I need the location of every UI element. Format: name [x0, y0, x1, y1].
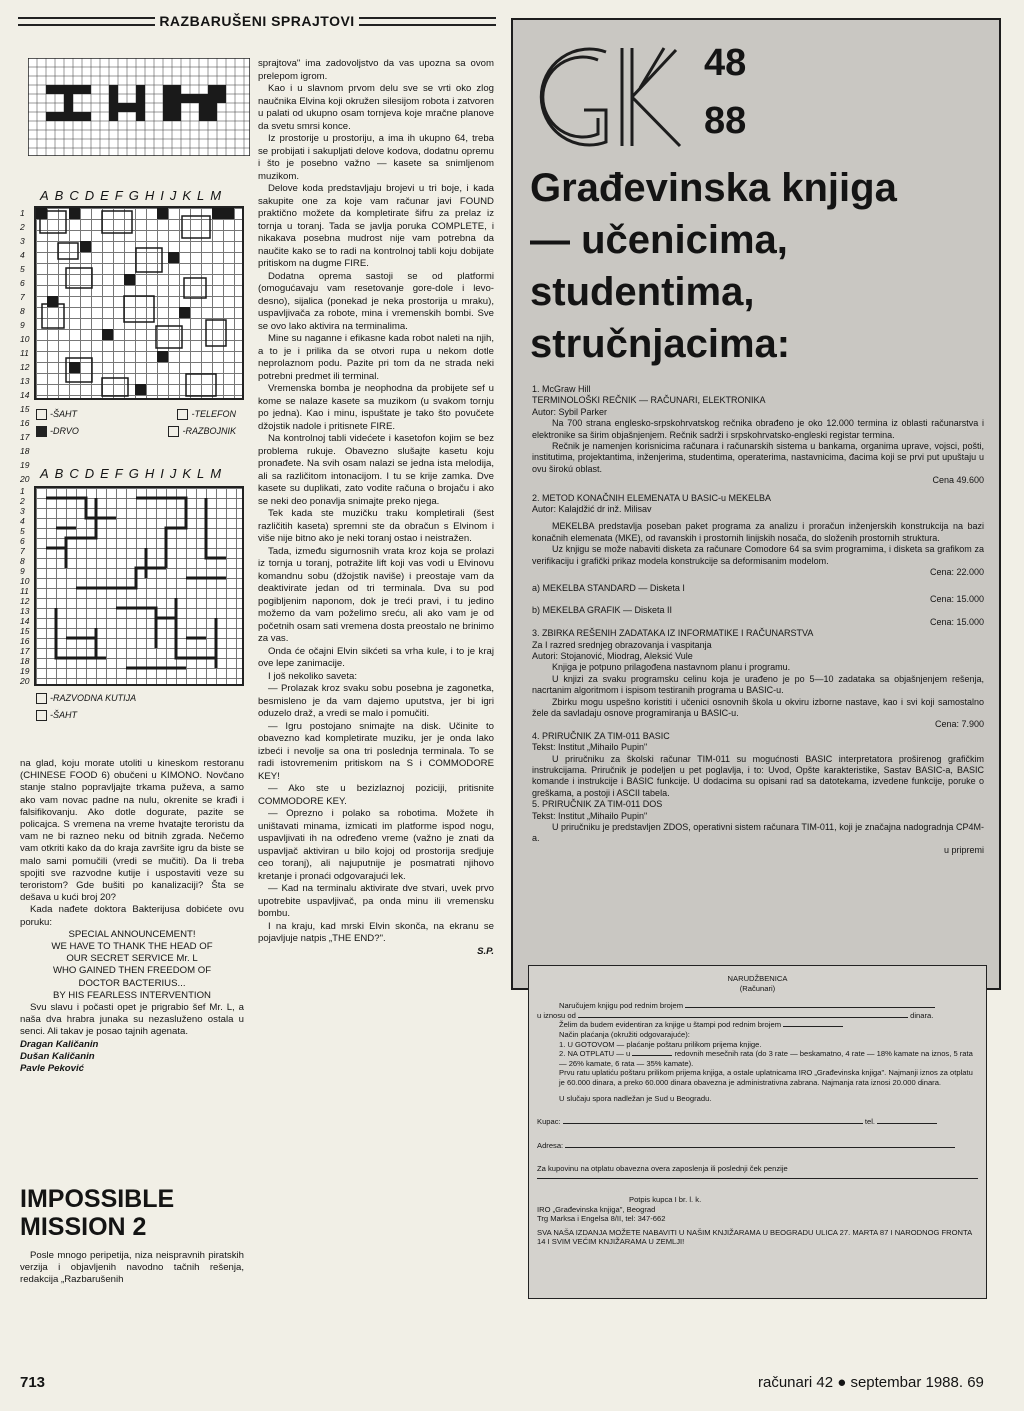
- legend-shaft2-icon: [36, 710, 47, 721]
- installments-field[interactable]: [632, 1055, 672, 1056]
- book-number-field[interactable]: [685, 1007, 935, 1008]
- page-number-left: 713: [20, 1374, 46, 1391]
- phone-field[interactable]: [877, 1123, 937, 1124]
- map2-legend: -RAZVODNA KUTIJA -ŠAHT: [36, 690, 236, 724]
- map1-row-numbers: 1 2 3 4 5 6 7 8 9 10 11 12 13 14 15 16 17 18 19 20: [20, 208, 30, 484]
- publisher-logo-icon: [536, 42, 696, 152]
- map2-row-numbers: 1 2 3 4 5 6 7 8 9 10 11 12 13 14 15 16 17 18 19 20: [20, 486, 30, 686]
- legend-telephone-icon: [177, 409, 188, 420]
- book-list: 1. McGraw Hill TERMINOLOŠKI REČNIK — RAČUNARI, ELEKTRONIKA Autor: Sybil Parker Na 700 strana englesko-srpskohrvatskog rečnika obrađeno je oko 12.000 termina iz oblasti računarstva i elektronike sa širim objašnjenjem. Rečnik sadrži i srpskohrvatsko-engleski registar termina. Rečnik je namenjen korisnicima računara i računarskih sistema u bankama, organima uprave, vojsci, pošti, institutima, projektantima, inženjerima, studentima, operaterima, nastavnicima, đacima koji se prvi put upuštaju u ovu širokú oblast. Cena 49.600 2. METOD KONAČNIH ELEMENATA U BASIC-u MEKELBA Autor: Kalajdžić dr inž. Milisav MEKELBA predstavlja poseban paket programa za analizu i proračun inženjerskih konstrukcija na bazi konačnih elemenata (MKE), od ravanskih i prostornih linijskih nosača, do složenih prostornih struktura. Uz knjigu se može nabaviti disketa za računare Comodore 64 sa svim programima, i disketa sa grafikom za verifikaciju i grafički prikaz modela konstrukcije sa deformisanim modelom. Cena: 22.000 a) MEKELBA STANDARD — Disketa I Cena: 15.000 b) MEKELBA GRAFIK — Disketa II Cena: 15.000 3. ZBIRKA REŠENIH ZADATAKA IZ INFORMATIKE I RAČUNARSTVA Za I razred srednjeg obrazovanja i vaspitanja Autori: Stojanović, Miodrag, Aleksić Vule Knjiga je potpuno prilagođena nastavnom planu i programu. U knjizi za svaku programsku celinu koja je urađeno je po 5—10 zadataka sa objašnjenjem rešenja, nacrtanim algoritmom i ispisom testiranih programa u BASIC-u. Zbirku mogu uspešno koristiti i učenici osnovnih škola u okviru izborne nastave, kao i svi koji samostalno žele da savladaju osnove programiranja u BASIC-u. Cena: 7.900 4. PRIRUČNIK ZA TIM-011 BASIC Tekst: Institut „Mihailo Pupin" U priručniku za školski računar TIM-011 su mogućnosti BASIC interpretatora proširenog grafičkim instrukcijama. Priručnik je podeljen u pet poglavlja, i to: Uvod, Opšte karakteristike, Sastav BASIC-a, BASIC komande i instrukcije i BASIC funkcije. U dodacima su opisani rad sa datotekama, izvedene funkcije, poruke o greškama, a postoji i ASCII tabela. 5. PRIRUČNIK ZA TIM-011 DOS Tekst: Institut „Mihailo Pupin" U priručniku je predstavljen ZDOS, operativni sistem računara TIM-011, koji je značajna nadogradnja CP4M-a. u pripremi: [532, 384, 984, 855]
- svg-text:GK: GK: [536, 42, 538, 43]
- map1-grid: [34, 206, 244, 400]
- legend-robber-icon: [168, 426, 179, 437]
- map2-column-letters: ABCDEFGHIJKLM: [40, 466, 228, 481]
- magazine-footer: računari 42 ● septembar 1988. 69: [758, 1374, 984, 1391]
- section-title: RAZBARUŠENI SPRAJTOVI: [159, 13, 355, 29]
- address-field[interactable]: [565, 1147, 955, 1148]
- sprite-grid-graphic: [28, 58, 250, 156]
- legend-tree-icon: [36, 426, 47, 437]
- reserve-number-field[interactable]: [783, 1026, 843, 1027]
- legend-junction-box-icon: [36, 693, 47, 704]
- map1-column-letters: ABCDEFGHIJKLM: [40, 188, 228, 203]
- map2-grid: [34, 486, 244, 686]
- map1-legend: -ŠAHT -TELEFON -DRVO -RAZBOJNIK: [36, 406, 236, 440]
- legend-shaft-icon: [36, 409, 47, 420]
- article-column-2: sprajtova" ima zadovoljstvo da vas upozna sa ovom prelepom igrom. Kao i u slavnom prvom delu sve se vrti oko zlog naučnika Elvina koji okružen silesijom robota i zatvoren u palati od ukupno osam tornjeva koje mračne planove da svetu smrsi konce. Iz prostorije u prostoriju, a ima ih ukupno 64, treba se probijati i sakupljati delove kodova, dodatnu opremu i što je posebno važno — kasete sa snimljenom muzikom. Delove koda predstavljaju brojevi u tri boje, i kada sakupite one za koje vam računar javi FOUND praktično možete da kompletirate šifru za prelaz iz tornja u toranj. Tada se javlja poruka COMPLETE, i nikakava posebna mudrost nije vam potrebna da naučite kako se to radi na kontrolnoj tabli koju dobijate pritiskom na dugme FIRE. Dodatna oprema sastoji se od platformi (omogućavaju vam resetovanje gore-dole i levo-desno), sijalica (ponekad je neka prostorija u mraku), uspavljivača za robote, mina i vremenskih bombi. Sve se ovo lako aktivira na terminalima. Mine su naganne i efikasne kada robot naleti na njih, a to je i prilika da se otvori rupa u nekom dotle neprolaznom podu. Pazite pri tom da ne strada neki potrebni predmet ili terminal. Vremenska bomba je neophodna da probijete sef u kome se nalaze kasete sa muzikom (u svakom tornju po jedna). Kao i minu, ispuštate je tako što povučete džojstik nadole i pritisnete FIRE. Na kontrolnoj tabli videćete i kasetofon kojim se bez problema rukuje. Obavezno slušajte kasetu koju pronađete. Na svih osam nalazi se jedna ista melodija, ali sa različitom intonacijom. I tu se krije zamka. Dve kasete su duplikati, zato vodite računa o brojaču i ako se neki deo ponavlja snimajte preko njega. Tek kada ste muzičku traku kompletirali (šest različitih kaseta) spremni ste da obračun s Elvinom i više nije bitno ako je neki toranj ostao i neistražen. Tada, između sigurnosnih vrata kroz koja se prolazi iz tornja u toranj, potražite lift koji vas vodi u Elvinovu komandnu sobu (džojstik naviše) i preostaje vam da deaktivirate jedan od tri terminala. Dva su pod pogibljenim naponom, dok je treći pravi, i tu jedino možemo da vam poželimo sreću, ali ako vam je od početnih osam sati vremena dosta preostalo ne brinimo za vas. Onda će očajni Elvin sikćeti sa vrha kule, i to je kraj ove lepe zanimacije. I još nekoliko saveta: — Prolazak kroz svaku sobu posebna je zagonetka, besmisleno je da vam dajemo uputstva, jer bi igri oduzelo draž, a vredi se malo i pomučiti. — Igru postojano snimajte na disk. Učinite to obavezno kad kompletirate muziku, jer je onda lako izbeći i nevolje sa ona tri poslednja terminala. To se radi istovremenim pritiskom na S i COMMODORE KEY! — Ako ste u bezizlaznoj poziciji, pritisnite COMMODORE KEY. — Oprezno i polako sa robotima. Možete ih uništavati minama, izmicati im platforme ispod nogu, uspavljivati ih na određeno vreme (važno je znati da uspavljač aktiviran u bilo kojoj od prostorija sredjuje ceo toranj), ali najuputnije je posmatrati njihovo kretanje i pronaći odgovarajući lek. — Kad na terminalu aktivirate dve stvari, uvek prvo upotrebite uspavljivač, pa onda minu ili vremensku bombu. I na kraju, kad mrski Elvin skonča, na ekranu se pojavljuje natpis „THE END?". S.P.: [258, 58, 494, 957]
- buyer-field[interactable]: [563, 1123, 863, 1124]
- article-column-1: na glad, koju morate utoliti u kineskom restoranu (CHINESE FOOD 6) obučeni u KIMONO. Novčano stanje stalno popravljajte trkama puževa, a samo ako vam novac padne na nulu, okrenite se krađi i falsifikovanju. Ako dotle dogurate, pazite se policajca. S vremena na vreme hvatajte teroristu da vam ne bi razneo neku od bitnih zgrada. Nečemo vam otkriti kako da do kraja završite igru da biste se malo sami pomučili (vredi se mučiti). Da li treba spojiti sve razvodne kutije i uspostaviti veze su teroristom? Gde bušiti po kanalizaciji? Šta se dešava u kući broj 20? Kada nađete doktora Bakterijusa dobićete ovu poruku: SPECIAL ANNOUNCEMENT! WE HAVE TO THANK THE HEAD OF OUR SECRET SERVICE Mr. L WHO GAINED THEN FREEDOM OF DOCTOR BACTERIUS... BY HIS FEARLESS INTERVENTION Svu slavu i počasti opet je prigrabio šef Mr. L, a naša dva hrabra junaka su nezasluženo ostala u senci. Ali takav je posao tajnih agenata. Dragan Kaličanin Dušan Kaličanin Pavle Peković: [20, 758, 244, 1075]
- mission-title: IMPOSSIBLE MISSION 2: [20, 1185, 175, 1241]
- order-form: NARUDŽBENICA (Računari) Naručujem knjigu pod rednim brojem u iznosu od dinara. Želim da budem evidentiran za knjige u štampi pod rednim brojem Način plaćanja (okružiti odgovarajuće): 1. U GOTOVOM — plaćanje poštaru prilikom prijema knjige. 2. NA OTPLATU — u redovnih mesečnih rata (do 3 rate — beskamatno, 4 rate — 18% kamate na iznos, 5 rata — 26% kamate, 6 rata — 35% kamate). Prvu ratu uplatiću poštaru prilikom prijema knjiga, a ostale uplatnicama IRO „Građevinska knjiga". Najmanji iznos za otplatu je 60.000 dinara, a preko 60.000 dinara obavezna je administrativna zabrana. Najmanja rata iznosi 20.000 dinara. U slučaju spora nadležan je Sud u Beogradu. Kupac: tel. Adresa: Za kupovinu na otplatu obavezna overa zaposlenja ili poslednji ček penzije Potpis kupca I br. l. k. IRO „Građevinska knjiga", Beograd Trg Marksa i Engelsa 8/II, tel: 347-662 SVA NAŠA IZDANJA MOŽETE NABAVITI U NAŠIM KNJIŽARAMA U BEOGRADU ULICA 27. MARTA 87 I NARODNOG FRONTA 14 I SVIM VEĆIM KNJIŽARAMA U ZEMLJI!: [528, 965, 987, 1299]
- section-header: [18, 10, 496, 32]
- mission-intro: Posle mnogo peripetija, niza neispravnih piratskih verzija i objavljenih navodno tačnih rešenja, redakcija „Razbarušenih: [20, 1250, 244, 1286]
- year-number-top: 48: [704, 42, 747, 84]
- year-number-bottom: 88: [704, 100, 747, 142]
- amount-field[interactable]: [578, 1017, 908, 1018]
- ad-headline: Građevinska knjiga — učenicima, studentima, stručnjacima:: [530, 166, 897, 366]
